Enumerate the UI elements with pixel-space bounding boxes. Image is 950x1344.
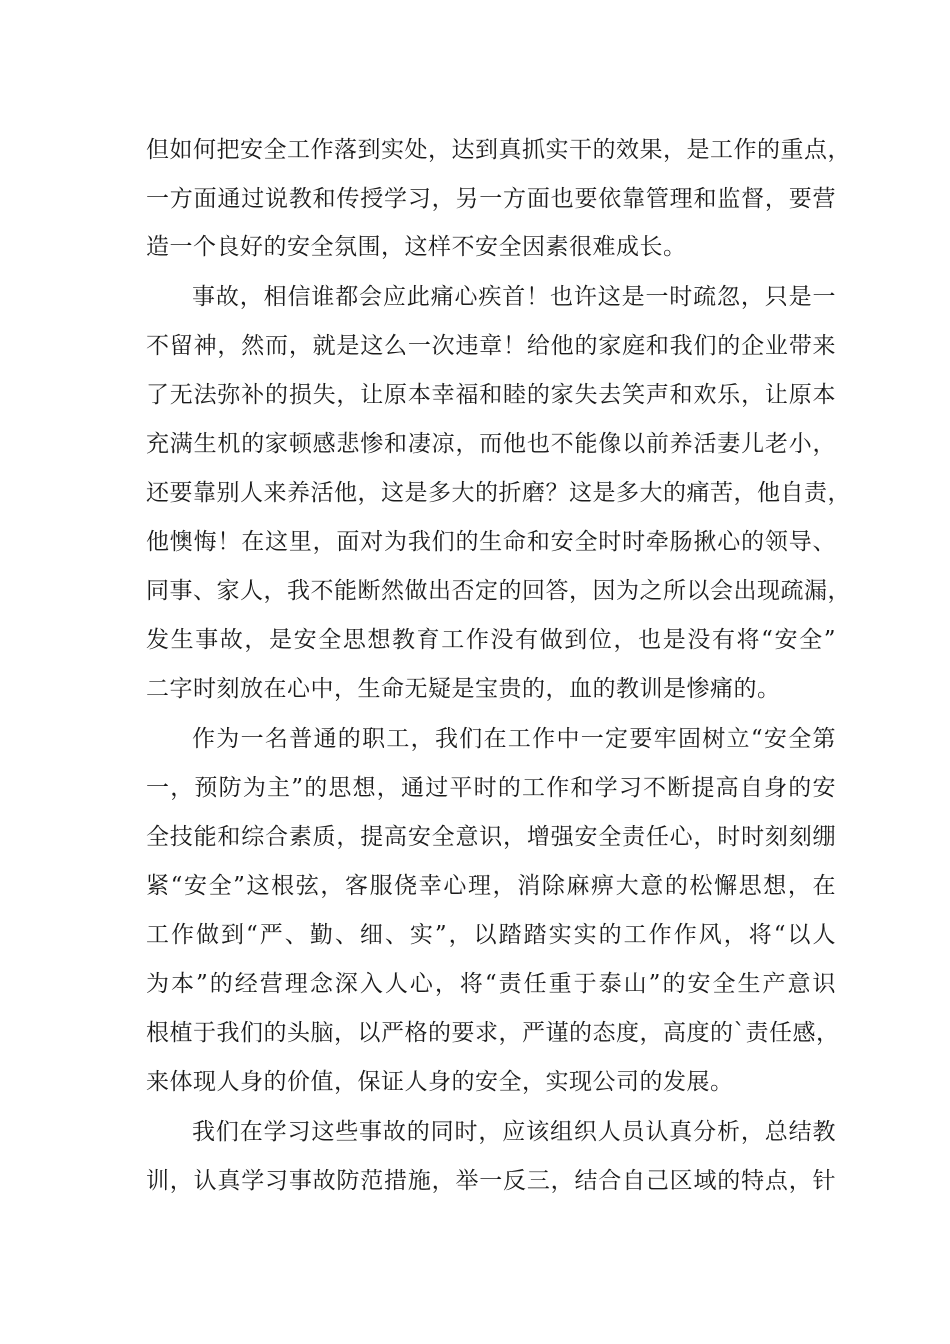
- text-line: 为本”的经营理念深入人心，将“责任重于泰山”的安全生产意识: [146, 971, 836, 997]
- text-line: 一，预防为主”的思想，通过平时的工作和学习不断提高自身的安: [146, 775, 836, 801]
- text-line: 造一个良好的安全氛围，这样不安全因素很难成长。: [146, 234, 687, 260]
- text-line: 一方面通过说教和传授学习，另一方面也要依靠管理和监督，要营: [146, 186, 836, 212]
- text-line: 根植于我们的头脑，以严格的要求，严谨的态度，高度的`责任感，: [146, 1020, 840, 1046]
- text-line: 紧“安全”这根弦，客服侥幸心理，消除麻痹大意的松懈思想，在: [146, 873, 836, 899]
- text-line: 还要靠别人来养活他，这是多大的折磨？这是多大的痛苦，他自责，: [146, 480, 851, 506]
- text-line: 二字时刻放在心中，生命无疑是宝贵的，血的教训是惨痛的。: [146, 676, 781, 702]
- text-line: 全技能和综合素质，提高安全意识，增强安全责任心，时时刻刻绷: [146, 824, 836, 850]
- text-line: 他懊悔！在这里，面对为我们的生命和安全时时牵肠揪心的领导、: [146, 529, 836, 555]
- text-line: 不留神，然而，就是这么一次违章！给他的家庭和我们的企业带来: [146, 333, 836, 359]
- text-line: 了无法弥补的损失，让原本幸福和睦的家失去笑声和欢乐，让原本: [146, 382, 836, 408]
- text-line: 充满生机的家顿感悲惨和凄凉，而他也不能像以前养活妻儿老小，: [146, 431, 836, 457]
- text-line: 但如何把安全工作落到实处，达到真抓实干的效果，是工作的重点，: [146, 137, 851, 163]
- text-line: 我们在学习这些事故的同时，应该组织人员认真分析，总结教: [192, 1119, 836, 1145]
- text-line: 训，认真学习事故防范措施，举一反三，结合自己区域的特点，针: [146, 1168, 836, 1194]
- text-line: 发生事故，是安全思想教育工作没有做到位，也是没有将“安全”: [146, 627, 836, 653]
- text-line: 工作做到“严、勤、细、实”，以踏踏实实的工作作风，将“以人: [146, 922, 836, 948]
- text-line: 事故，相信谁都会应此痛心疾首！也许这是一时疏忽，只是一: [192, 284, 836, 310]
- text-line: 作为一名普通的职工，我们在工作中一定要牢固树立“安全第: [192, 726, 836, 752]
- text-line: 来体现人身的价值，保证人身的安全，实现公司的发展。: [146, 1069, 734, 1095]
- text-line: 同事、家人，我不能断然做出否定的回答，因为之所以会出现疏漏，: [146, 578, 851, 604]
